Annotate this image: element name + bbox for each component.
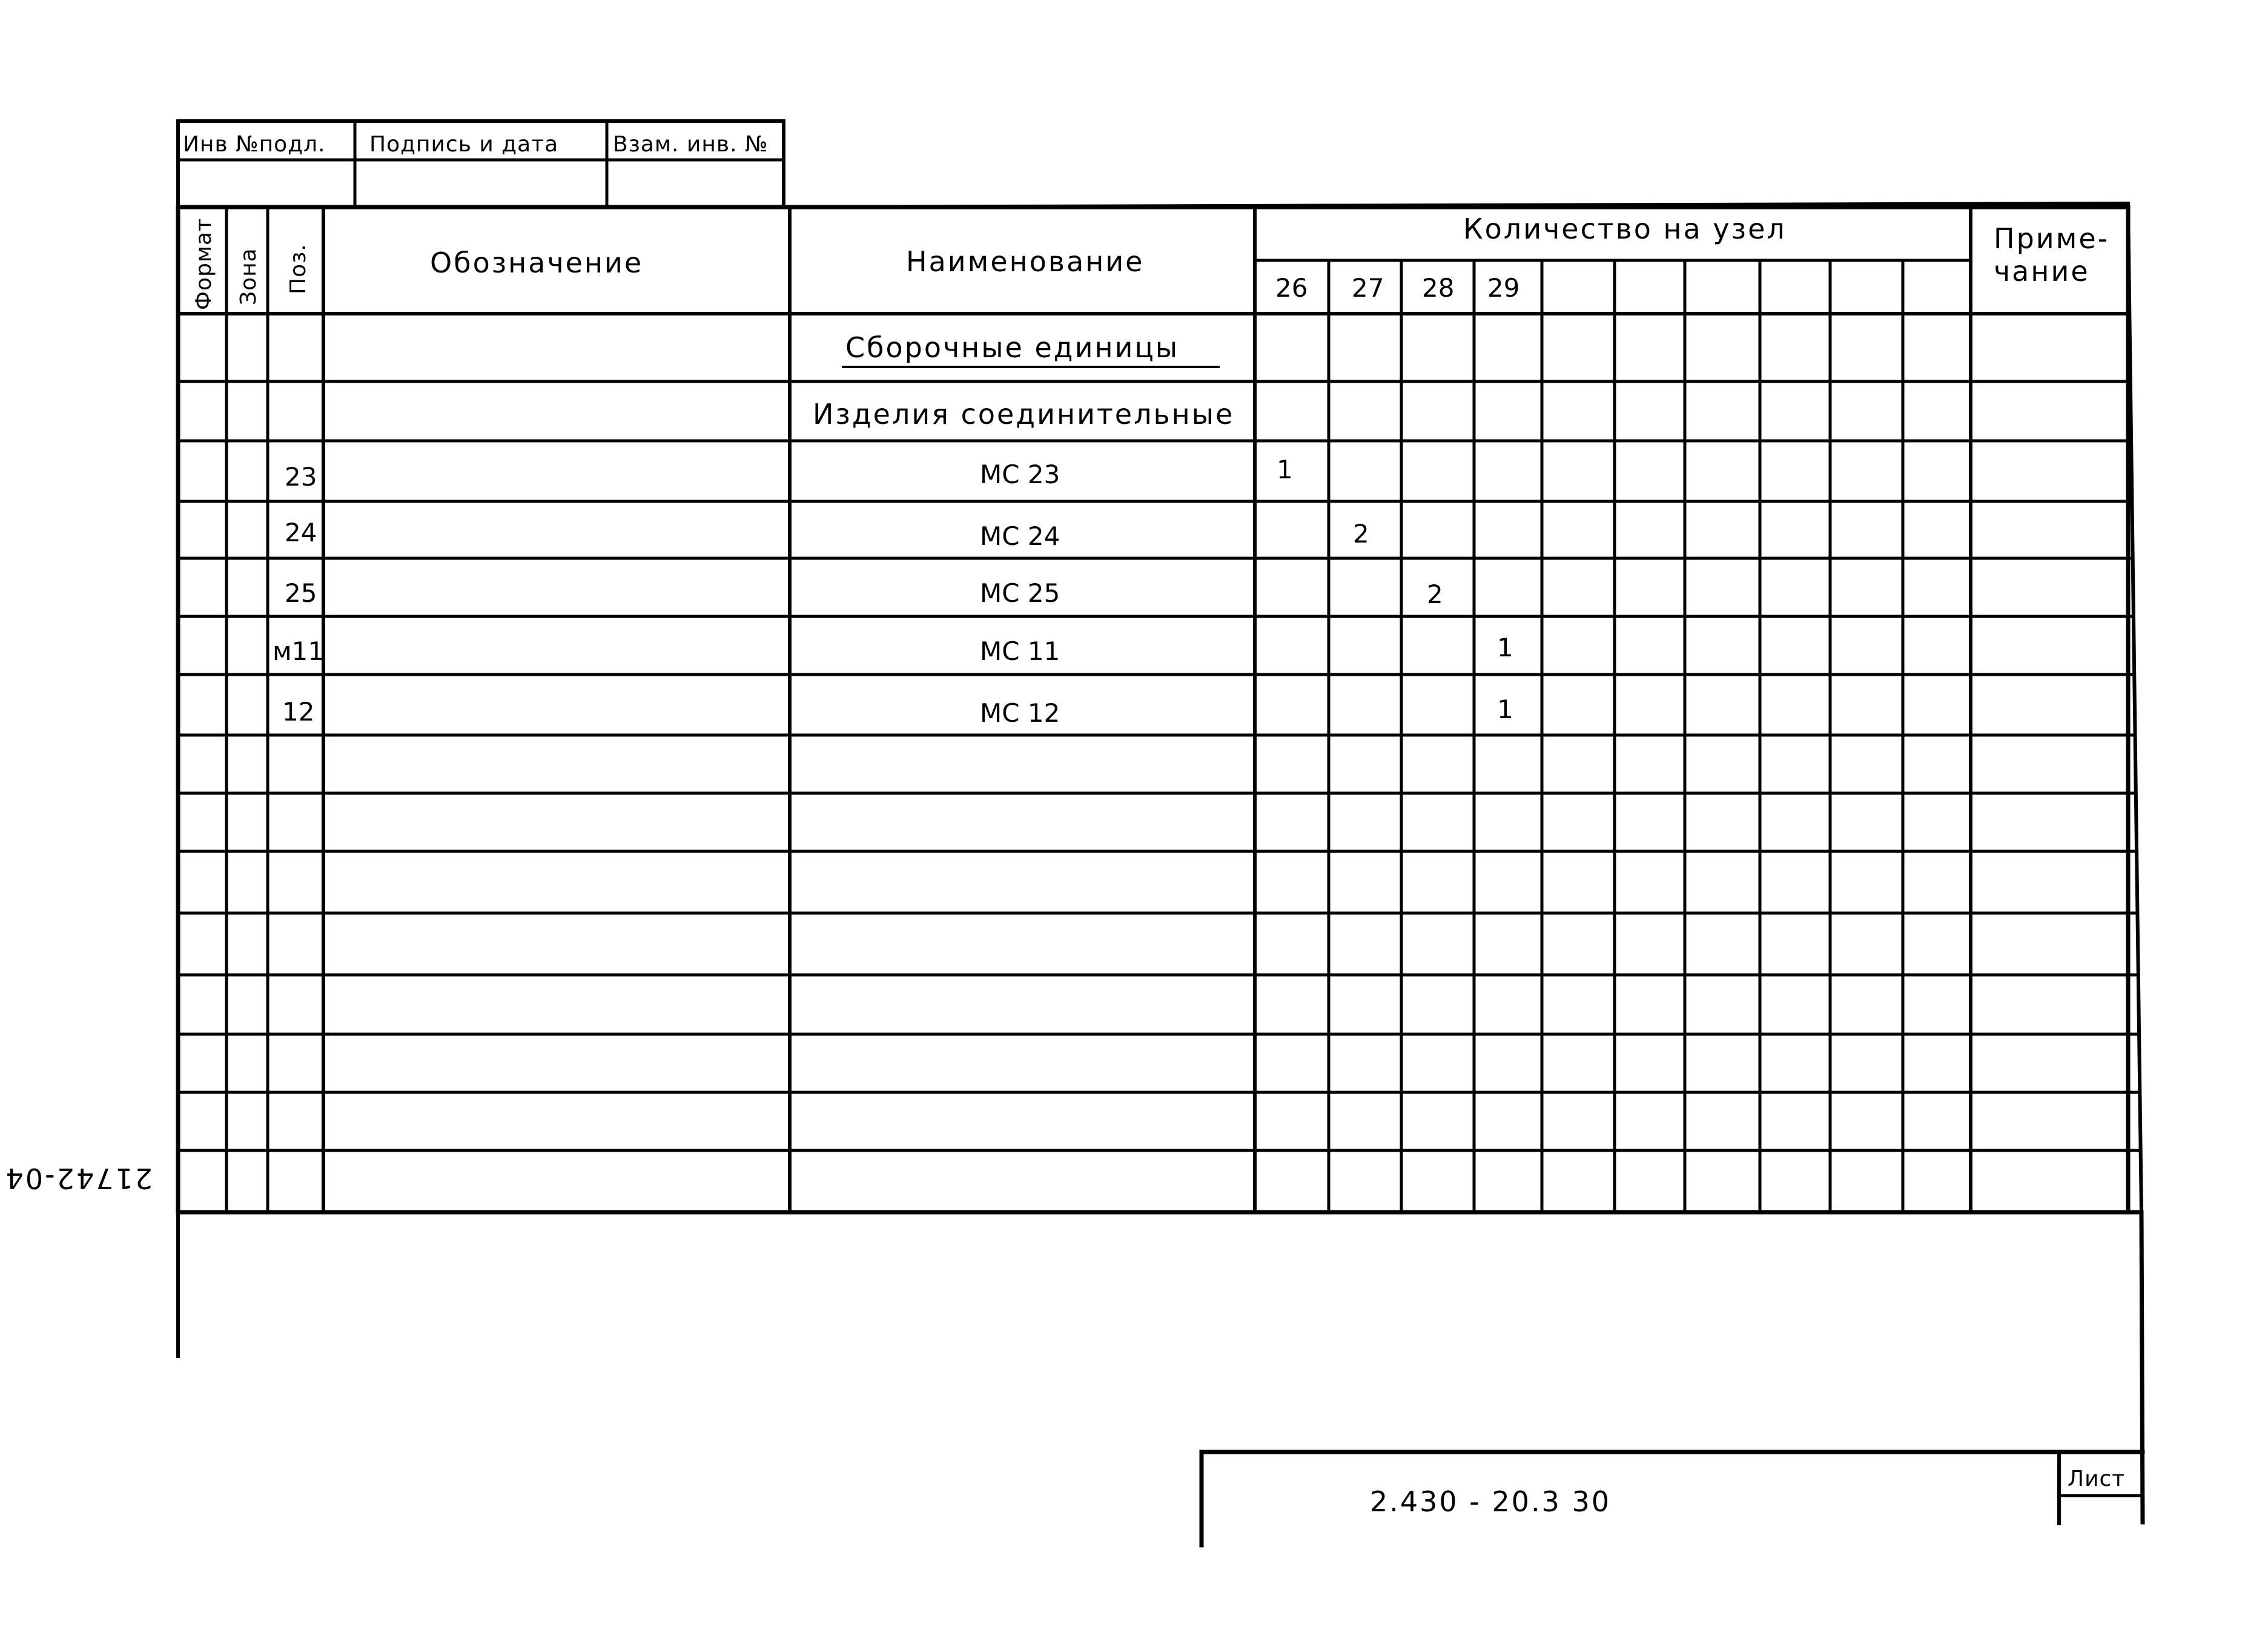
sheet-label: Лист	[2068, 1467, 2126, 1491]
quantity-column-29: 29	[1487, 273, 1520, 303]
quantity-column-28: 28	[1422, 273, 1455, 303]
table-row	[273, 633, 1513, 666]
table-row	[285, 518, 1369, 551]
row-pos: 23	[285, 462, 317, 492]
row-qty-28: 2	[1427, 579, 1443, 609]
header-designation-label: Обозначение	[430, 246, 644, 279]
row-pos: 24	[285, 518, 317, 547]
row-qty-26: 1	[1277, 455, 1293, 484]
stamp-block	[178, 121, 784, 207]
row-name-connecting-items: Изделия соединительные	[813, 398, 1235, 431]
quantity-column-26: 26	[1275, 273, 1308, 303]
row-pos: м11	[273, 636, 325, 666]
row-qty-27: 2	[1353, 519, 1369, 549]
row-name: МС 24	[980, 521, 1060, 551]
header-quantity-label: Количество на узел	[1463, 213, 1787, 245]
quantity-column-27: 27	[1352, 273, 1384, 303]
header-name-label: Наименование	[906, 245, 1145, 278]
row-name: МС 12	[980, 698, 1060, 728]
title-block	[1202, 1452, 2143, 1545]
side-number: 21742-04	[4, 1162, 153, 1195]
header-format-label: Формат	[191, 217, 216, 310]
stamp-vzam-inv-label: Взам. инв. №	[613, 132, 769, 157]
row-name: МС 23	[980, 460, 1060, 489]
table-row	[843, 331, 1218, 367]
row-name: МС 11	[980, 636, 1060, 666]
row-pos: 25	[285, 578, 317, 608]
table-row	[285, 578, 1443, 609]
header-pos-label: Поз.	[286, 243, 311, 294]
header-note-line1: Приме-	[1994, 222, 2110, 255]
row-name-assembly-units: Сборочные единицы	[845, 331, 1180, 364]
document-code: 2.430 - 20.3 30	[1370, 1485, 1612, 1518]
row-pos: 12	[282, 697, 315, 727]
row-qty-29: 1	[1497, 633, 1513, 662]
header-zone-label: Зона	[236, 248, 261, 305]
row-name: МС 25	[980, 578, 1060, 608]
row-qty-29: 1	[1497, 695, 1513, 724]
stamp-inv-podl-label: Инв №подл.	[183, 132, 326, 157]
specification-table	[178, 203, 2141, 1212]
table-row	[813, 398, 1234, 431]
stamp-signature-date-label: Подпись и дата	[369, 132, 559, 157]
header-note-line2: чание	[1994, 255, 2090, 288]
row-lines	[178, 381, 2140, 1150]
